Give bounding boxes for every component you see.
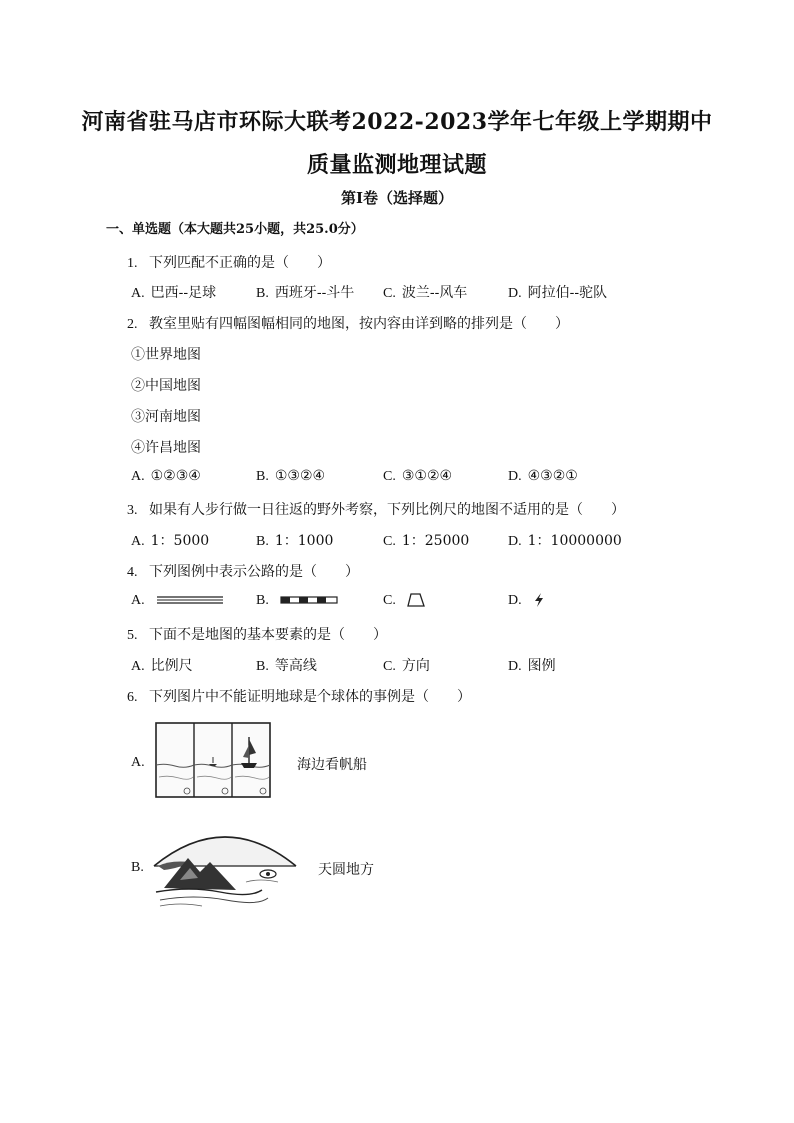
q1-option-b[interactable]: B. 西班牙--斗牛: [256, 285, 355, 301]
question-number: 1.: [127, 256, 138, 271]
double-line-symbol-icon: [155, 594, 225, 606]
q5-option-c[interactable]: C. 方向: [383, 658, 430, 674]
question-number: 5.: [127, 628, 138, 643]
q5-option-b[interactable]: B. 等高线: [256, 658, 317, 674]
q2-item-3: ③河南地图: [131, 409, 201, 425]
question-text: 教室里贴有四幅图幅相同的地图，按内容由详到略的排列是（ ）: [149, 316, 569, 332]
question-text: 下列图例中表示公路的是（ ）: [149, 564, 359, 580]
q1-option-c[interactable]: C. 波兰--风车: [383, 285, 468, 301]
q2-item-2: ②中国地图: [131, 378, 201, 394]
q3-option-d[interactable]: D. 1：10000000: [508, 533, 622, 549]
question-1: [127, 252, 331, 272]
q6-option-b-caption: 天圆地方: [318, 862, 374, 878]
dome-sky-illustration-icon: [150, 822, 300, 912]
q4-option-c[interactable]: C.: [383, 592, 426, 609]
ship-panels-illustration-icon: [153, 721, 273, 801]
question-4: [127, 561, 359, 581]
q3-option-c[interactable]: C. 1：25000: [383, 533, 470, 549]
question-text: 如果有人步行做一日往返的野外考察，下列比例尺的地图不适用的是（ ）: [149, 502, 625, 518]
q6-option-a[interactable]: A.: [131, 755, 145, 770]
q4-option-a[interactable]: A.: [131, 592, 225, 609]
trapezoid-symbol-icon: [406, 592, 426, 608]
section-heading: 一、单选题（本大题共25小题，共25.0分）: [106, 222, 364, 237]
q5-option-d[interactable]: D. 图例: [508, 658, 556, 674]
question-text: 下列图片中不能证明地球是个球体的事例是（ ）: [149, 689, 471, 705]
q2-item-4: ④许昌地图: [131, 440, 201, 456]
question-5: [127, 624, 387, 644]
q5-option-a[interactable]: A. 比例尺: [131, 658, 193, 674]
question-number: 3.: [127, 503, 138, 518]
q4-option-d[interactable]: D.: [508, 592, 546, 609]
q6-option-a-caption: 海边看帆船: [297, 757, 367, 773]
question-number: 6.: [127, 690, 138, 705]
q3-option-b[interactable]: B. 1：1000: [256, 533, 334, 549]
q3-option-a[interactable]: A. 1：5000: [131, 533, 210, 549]
question-3: [127, 499, 625, 519]
question-2: [127, 313, 569, 333]
question-text: 下列匹配不正确的是（ ）: [149, 255, 331, 271]
question-number: 2.: [127, 317, 138, 332]
question-6: [127, 686, 471, 706]
paper-subtitle: 第I卷（选择题）: [340, 189, 454, 207]
q1-option-a[interactable]: A. 巴西--足球: [131, 285, 217, 301]
q2-option-a[interactable]: A. ①②③④: [131, 468, 201, 484]
q2-option-d[interactable]: D. ④③②①: [508, 468, 578, 484]
q6-option-b[interactable]: B.: [131, 860, 144, 875]
q2-option-c[interactable]: C. ③①②④: [383, 468, 453, 484]
question-number: 4.: [127, 565, 138, 580]
q4-option-b[interactable]: B.: [256, 592, 341, 609]
lightning-symbol-icon: [532, 592, 546, 608]
paper-title-line2: 质量监测地理试题: [306, 152, 487, 178]
q2-item-1: ①世界地图: [131, 347, 201, 363]
question-text: 下面不是地图的基本要素的是（ ）: [149, 627, 387, 643]
q1-option-d[interactable]: D. 阿拉伯--驼队: [508, 285, 608, 301]
q2-option-b[interactable]: B. ①③②④: [256, 468, 326, 484]
railway-symbol-icon: [279, 594, 341, 606]
paper-title-line1: 河南省驻马店市环际大联考2022-2023学年七年级上学期期中: [81, 109, 713, 135]
